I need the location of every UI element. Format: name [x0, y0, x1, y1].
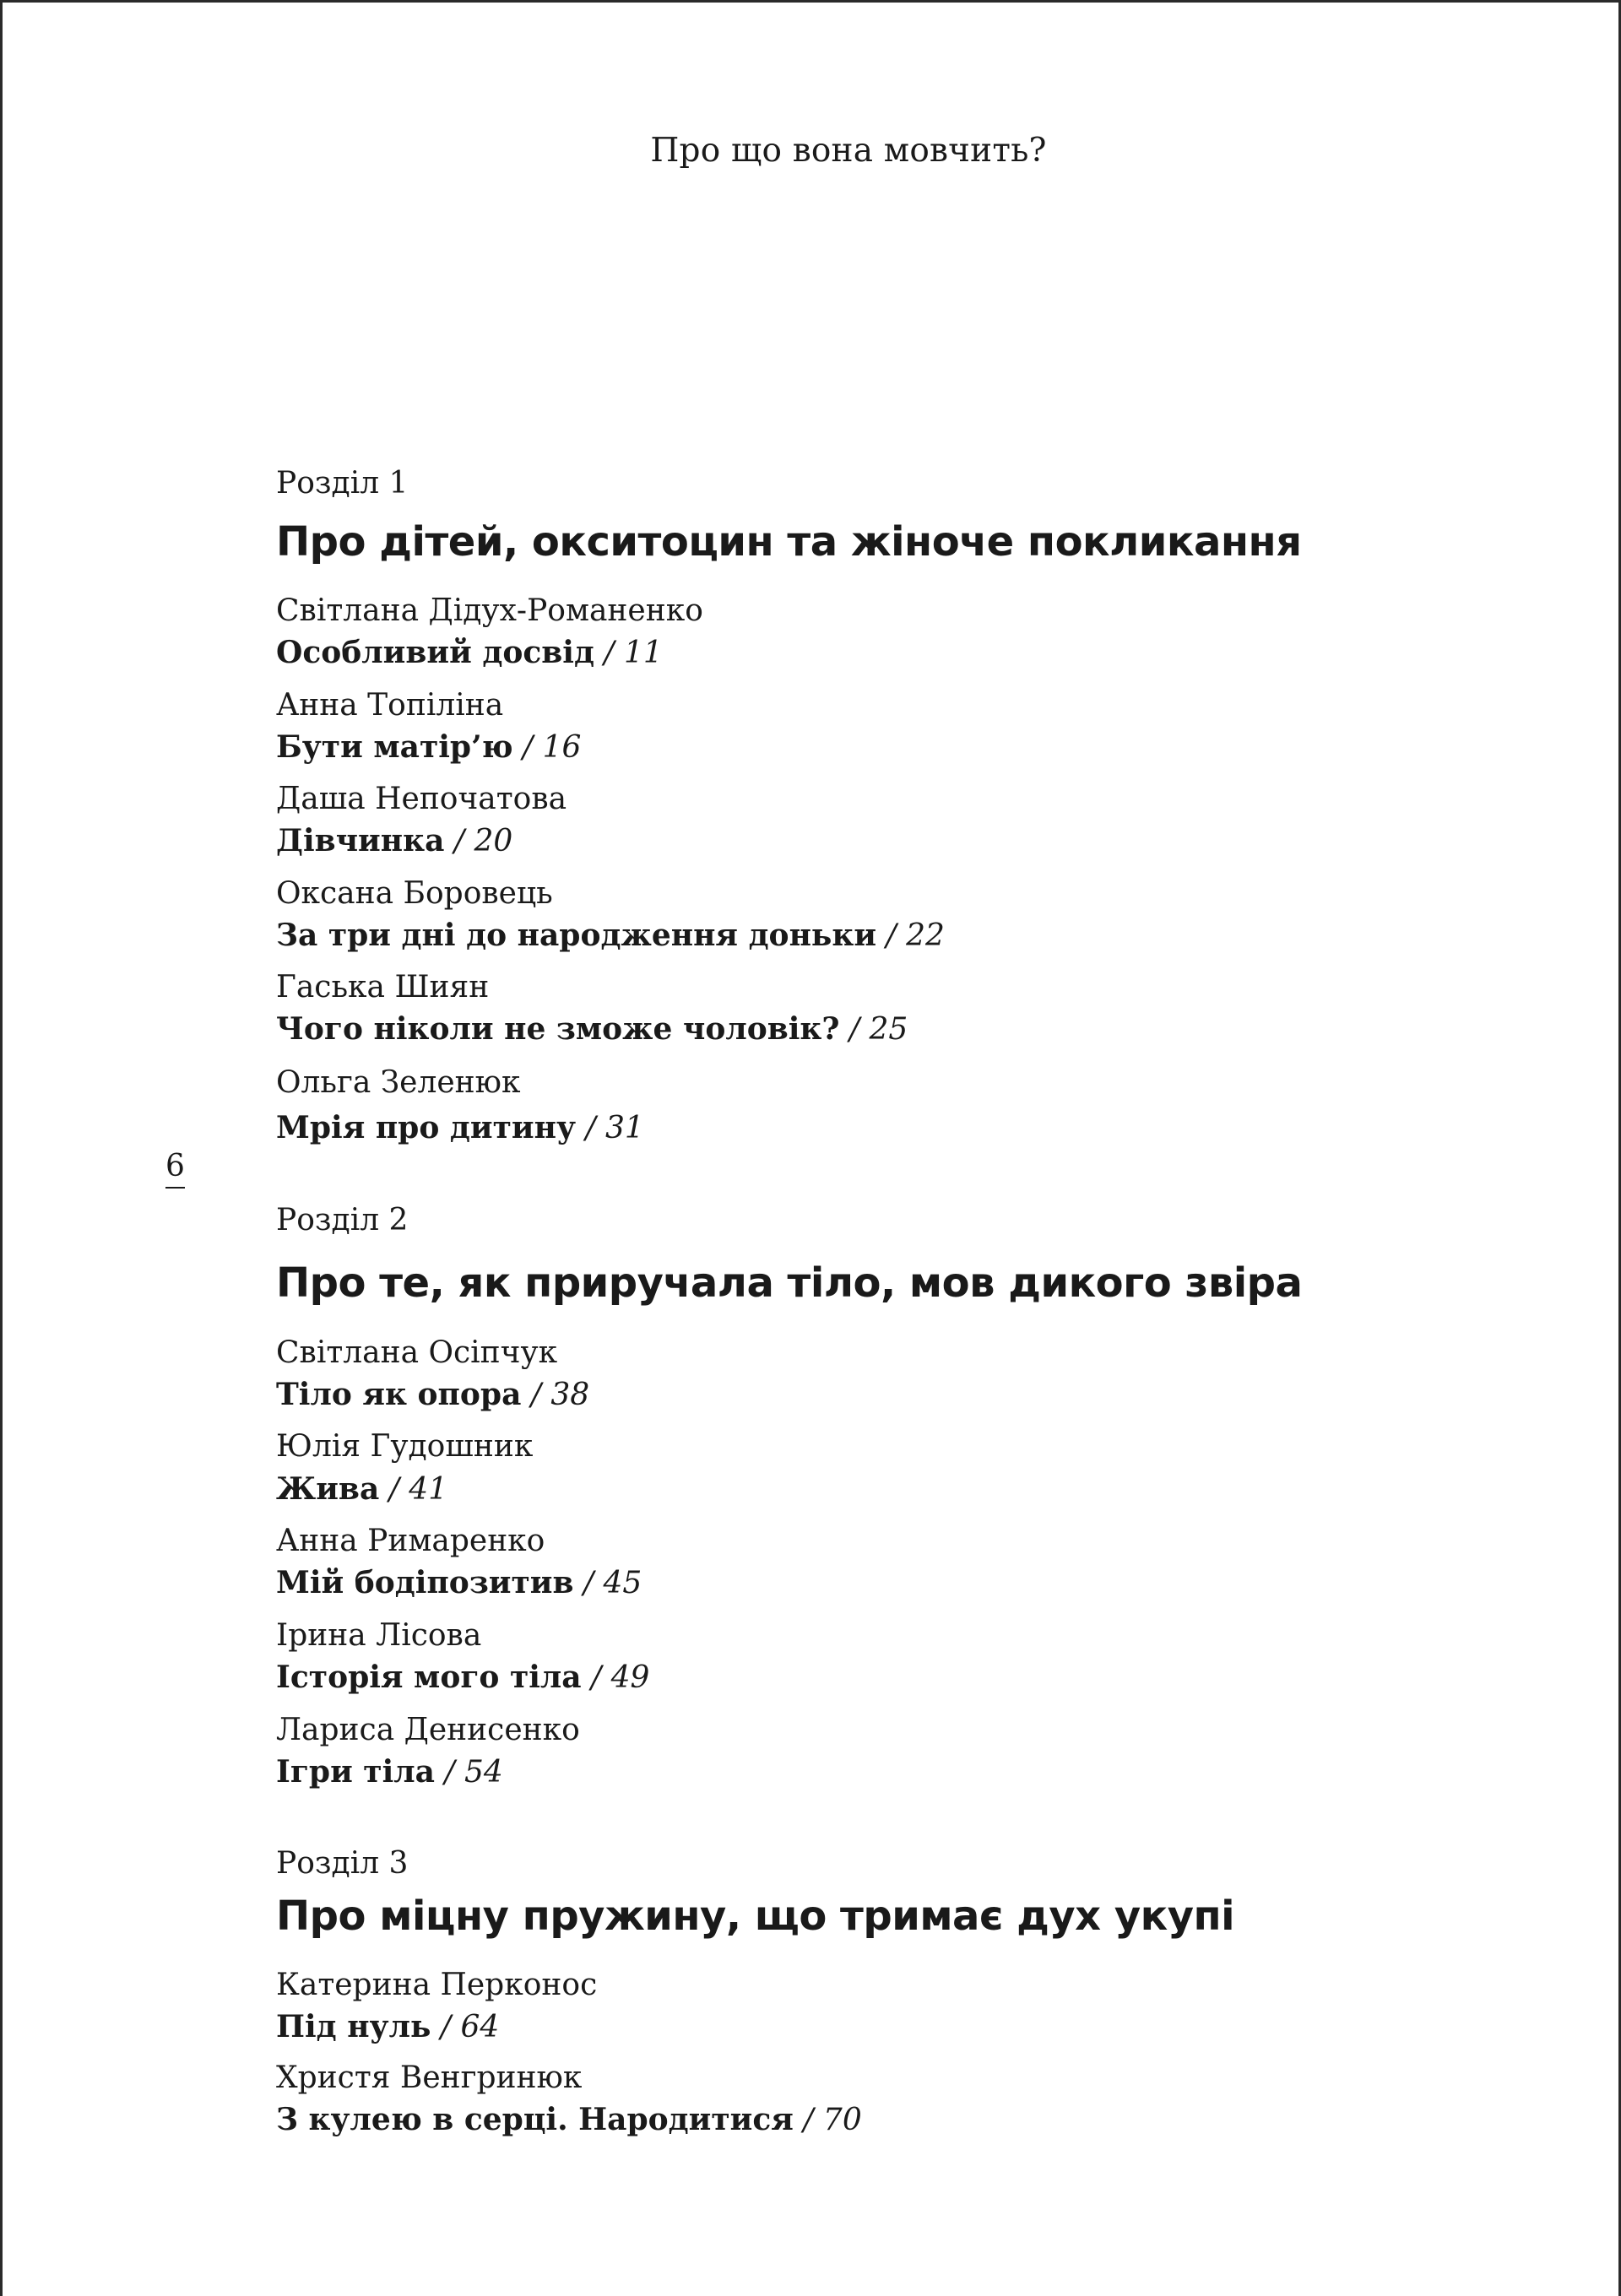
toc-author: Христя Венгринюк: [276, 2060, 583, 2095]
toc-entry[interactable]: Під нуль / 64: [276, 2009, 500, 2044]
toc-entry-page: 16: [542, 730, 582, 765]
toc-entry-page: 45: [603, 1566, 642, 1600]
toc-entry[interactable]: Жива / 41: [276, 1471, 448, 1507]
toc-entry[interactable]: З кулею в серці. Народитися / 70: [276, 2102, 862, 2137]
toc-author: Ольга Зеленюк: [276, 1065, 521, 1100]
toc-entry-page: 11: [623, 636, 663, 670]
toc-entry[interactable]: Дівчинка / 20: [276, 823, 513, 858]
toc-entry-title: Бути матір’ю: [276, 729, 513, 765]
toc-author: Лариса Денисенко: [276, 1713, 580, 1747]
toc-entry-title: Жива: [276, 1471, 380, 1507]
toc-author: Світлана Осіпчук: [276, 1335, 558, 1370]
section-3-title: Про міцну пружину, що тримає дух укупі: [276, 1893, 1235, 1940]
toc-entry-page: 38: [550, 1378, 590, 1412]
toc-entry-page: 31: [605, 1111, 644, 1145]
page-number: 6: [165, 1148, 185, 1189]
toc-author: Даша Непочатова: [276, 782, 567, 816]
toc-author: Юлія Гудошник: [276, 1429, 534, 1464]
toc-entry-title: Тіло як опора: [276, 1377, 522, 1412]
toc-entry[interactable]: Мій бодіпозитив / 45: [276, 1565, 642, 1600]
toc-entry-page: 64: [460, 2010, 500, 2044]
toc-entry[interactable]: Історія мого тіла / 49: [276, 1660, 650, 1695]
toc-author: Анна Римаренко: [276, 1524, 545, 1558]
toc-entry-page: 22: [906, 918, 945, 953]
section-2-label: Розділ 2: [276, 1203, 409, 1237]
toc-entry-title: Історія мого тіла: [276, 1660, 582, 1695]
toc-entry-title: Чого ніколи не зможе чоловік?: [276, 1011, 840, 1047]
toc-entry[interactable]: Чого ніколи не зможе чоловік? / 25: [276, 1011, 908, 1047]
toc-author: Анна Топіліна: [276, 688, 504, 723]
toc-entry-title: З кулею в серці. Народитися: [276, 2102, 794, 2137]
toc-entry-title: Мій бодіпозитив: [276, 1565, 574, 1600]
running-header: Про що вона мовчить?: [650, 132, 1047, 170]
section-3-label: Розділ 3: [276, 1846, 409, 1881]
toc-author: Ірина Лісова: [276, 1618, 482, 1653]
toc-entry-title: Під нуль: [276, 2009, 431, 2044]
toc-entry[interactable]: Тіло як опора / 38: [276, 1377, 590, 1412]
toc-entry-title: Особливий досвід: [276, 635, 594, 670]
section-2-title: Про те, як приручала тіло, мов дикого звіра: [276, 1259, 1303, 1307]
toc-entry[interactable]: Особливий досвід / 11: [276, 635, 663, 670]
toc-author: Світлана Дідух-Романенко: [276, 593, 703, 628]
toc-entry[interactable]: Мрія про дитину / 31: [276, 1110, 644, 1145]
toc-author: Катерина Перконос: [276, 1968, 598, 2002]
toc-author: Гаська Шиян: [276, 970, 490, 1004]
toc-entry-title: Ігри тіла: [276, 1754, 435, 1790]
toc-entry-page: 70: [822, 2103, 862, 2137]
toc-entry[interactable]: Ігри тіла / 54: [276, 1754, 503, 1790]
toc-entry[interactable]: За три дні до народження доньки / 22: [276, 918, 945, 953]
toc-entry-page: 41: [409, 1472, 448, 1507]
toc-entry-page: 25: [869, 1012, 908, 1047]
section-1-label: Розділ 1: [276, 466, 409, 501]
toc-entry-title: Мрія про дитину: [276, 1110, 576, 1145]
section-1-title: Про дітей, окситоцин та жіноче покликання: [276, 518, 1302, 566]
toc-entry-page: 20: [474, 824, 513, 858]
toc-entry-title: За три дні до народження доньки: [276, 918, 877, 953]
toc-entry-page: 54: [464, 1755, 503, 1790]
toc-entry-title: Дівчинка: [276, 823, 445, 858]
toc-entry[interactable]: Бути матір’ю / 16: [276, 729, 582, 765]
toc-entry-page: 49: [610, 1660, 650, 1695]
toc-author: Оксана Боровець: [276, 876, 553, 911]
